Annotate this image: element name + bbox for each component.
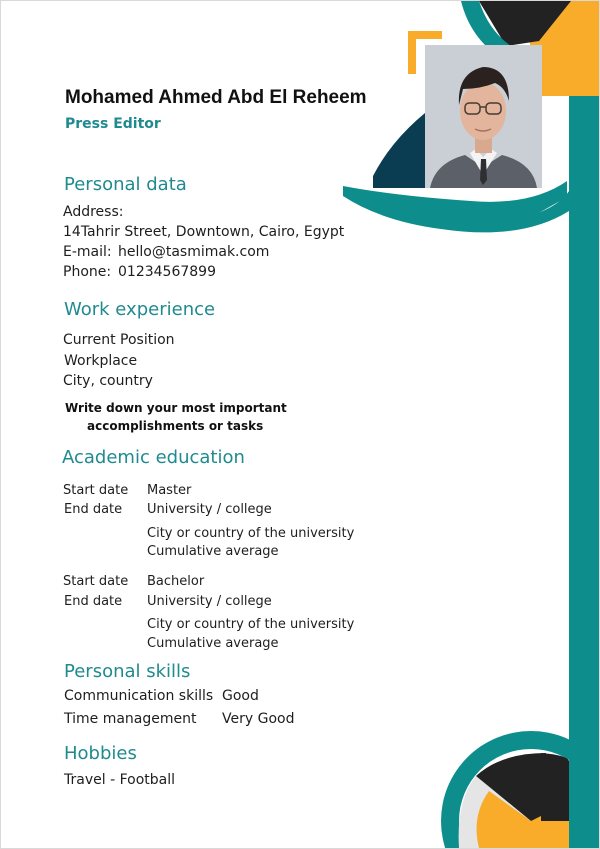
person-portrait-icon (425, 45, 542, 188)
navy-wedge (373, 113, 425, 188)
edu-1-start-label: Start date (63, 483, 129, 498)
edu-1-degree: Master (147, 483, 192, 498)
current-position: Current Position (63, 332, 175, 348)
hobbies-text: Travel - Football (64, 772, 175, 788)
workplace: Workplace (64, 353, 138, 369)
education-heading: Academic education (62, 447, 245, 468)
job-title: Press Editor (65, 116, 161, 132)
edu-2-start-label: Start date (63, 574, 129, 589)
edu-1-institution: University / college (147, 502, 272, 517)
personal-data-heading: Personal data (64, 174, 187, 195)
phone-value: 01234567899 (118, 264, 216, 280)
skill-2-name: Time management (64, 711, 197, 727)
skill-1-name: Communication skills (64, 688, 214, 704)
address-label: Address: (63, 204, 124, 220)
full-name: Mohamed Ahmed Abd El Reheem (65, 87, 367, 108)
address-value: 14Tahrir Street, Downtown, Cairo, Egypt (63, 224, 345, 240)
edu-2-end-label: End date (64, 594, 123, 609)
skill-1-level: Good (222, 688, 259, 704)
bottom-teal-bar-overlay (569, 701, 599, 848)
hobbies-heading: Hobbies (64, 743, 137, 764)
email-label: E-mail: (63, 244, 112, 260)
edu-2-city: City or country of the university (147, 617, 355, 632)
edu-2-average: Cumulative average (147, 636, 279, 651)
profile-photo (425, 45, 542, 188)
accomplishments-line-2: accomplishments or tasks (87, 419, 264, 433)
work-location: City, country (63, 373, 153, 389)
edu-1-average: Cumulative average (147, 544, 279, 559)
edu-1-end-label: End date (64, 502, 123, 517)
work-experience-heading: Work experience (64, 299, 216, 320)
accomplishments-line-1: Write down your most important (65, 401, 287, 415)
edu-2-degree: Bachelor (147, 574, 205, 589)
bottom-dark-right (541, 753, 569, 821)
skills-heading: Personal skills (64, 661, 191, 682)
edu-2-institution: University / college (147, 594, 272, 609)
email-value: hello@tasmimak.com (118, 244, 270, 260)
phone-label: Phone: (63, 264, 112, 280)
edu-1-city: City or country of the university (147, 526, 355, 541)
skill-2-level: Very Good (222, 711, 295, 727)
